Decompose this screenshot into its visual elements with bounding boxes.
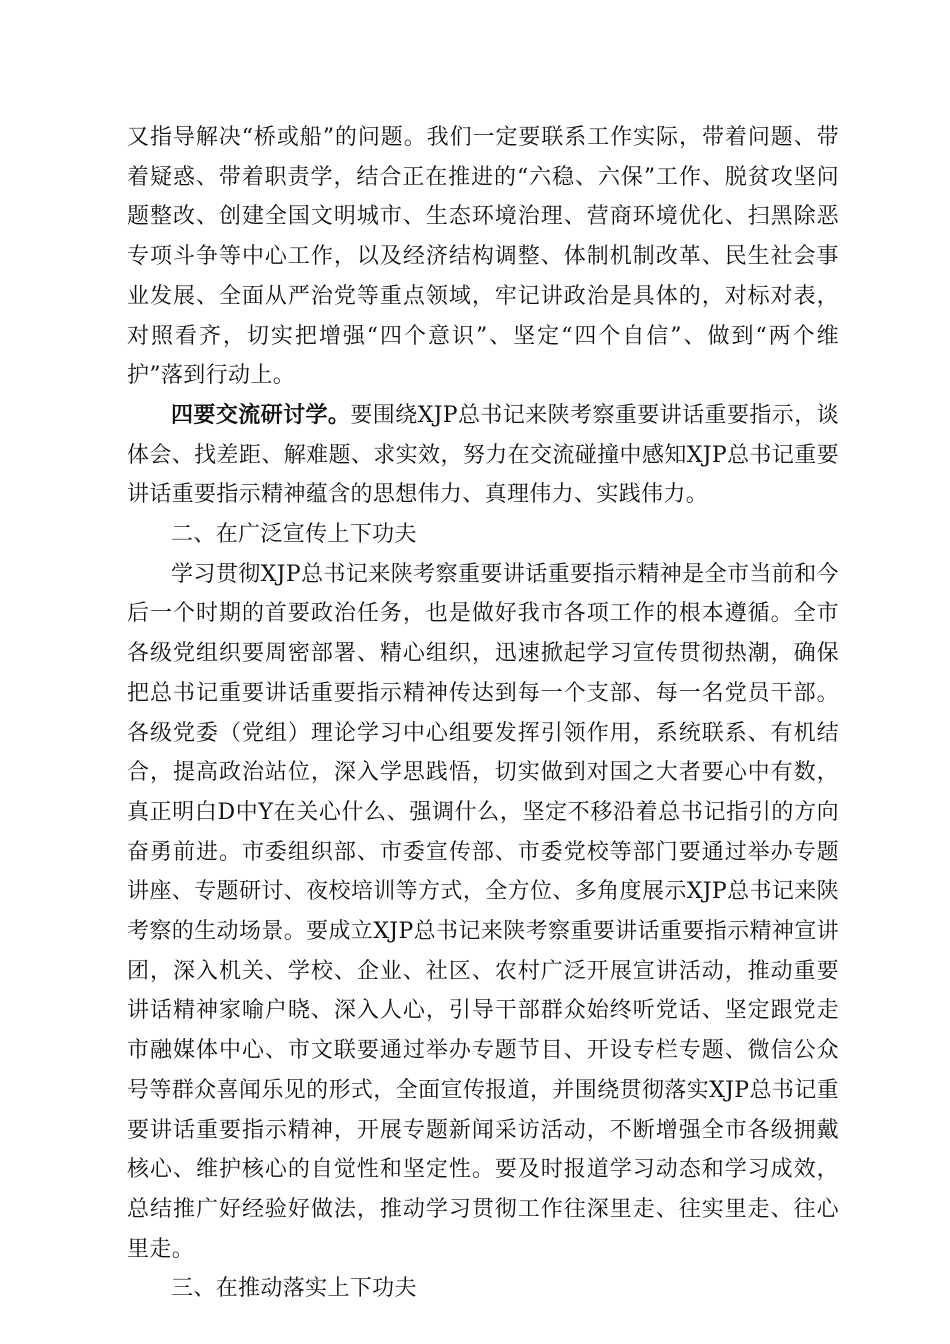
paragraph-exchange-discussion (127, 396, 839, 515)
paragraph-lead-bold: 四要交流研讨学。 (171, 401, 351, 428)
paragraph-body-text: 要围绕XJP总书记来陕考察重要讲话重要指示，谈体会、找差距、解难题、求实效，努力在交流碰撞中感知XJP总书记重要讲话重要指示精神蕴含的思想伟力、真理伟力、实践伟力。 (127, 402, 839, 508)
paragraph-publicity: 学习贯彻XJP总书记来陕考察重要讲话重要指示精神是全市当前和今后一个时期的首要政治任务，也是做好我市各项工作的根本遵循。全市各级党组织要周密部署、精心组织，迅速掀起学习宣传贯彻热潮，确保把总书记重要讲话重要指示精神传达到每一个支部、每一名党员干部。各级党委（党组）理论学习中心组要发挥引领作用，系统联系、有机结合，提高政治站位，深入学思践悟，切实做到对国之大者要心中有数，真正明白D中Y在关心什么、强调什么，坚定不移沿着总书记指引的方向奋勇前进。市委组织部、市委宣传部、市委党校等部门要通过举办专题讲座、专题研讨、夜校培训等方式，全方位、多角度展示XJP总书记来陕考察的生动场景。要成立XJP总书记来陕考察重要讲话重要指示精神宣讲团，深入机关、学校、企业、社区、农村广泛开展宣讲活动，推动重要讲话精神家喻户晓、深入人心，引导干部群众始终听党话、坚定跟党走市融媒体中心、市文联要通过举办专题节目、开设专栏专题、微信公众号等群众喜闻乐见的形式，全面宣传报道，并围绕贯彻落实XJP总书记重要讲话重要指示精神，开展专题新闻采访活动，不断增强全市各级拥戴核心、维护核心的自觉性和坚定性。要及时报道学习动态和学习成效，总结推广好经验好做法，推动学习贯彻工作往深里走、往实里走、往心里走。 (127, 561, 839, 1262)
section-heading-publicity: 二、在广泛宣传上下功夫 (171, 522, 417, 548)
section-heading-implementation: 三、在推动落实上下功夫 (171, 1276, 417, 1302)
document-body (127, 118, 839, 1309)
paragraph-study-with-problems: 又指导解决“桥或船”的问题。我们一定要联系工作实际，带着问题、带着疑惑、带着职责学，结合正在推进的“六稳、六保”工作、脱贫攻坚问题整改、创建全国文明城市、生态环境治理、营商环境优化、扫黑除恶专项斗争等中心工作，以及经济结构调整、体制机制改革、民生社会事业发展、全面从严治党等重点领域，牢记讲政治是具体的，对标对表，对照看齐，切实把增强“四个意识”、坚定“四个自信”、做到“两个维护”落到行动上。 (127, 125, 839, 389)
